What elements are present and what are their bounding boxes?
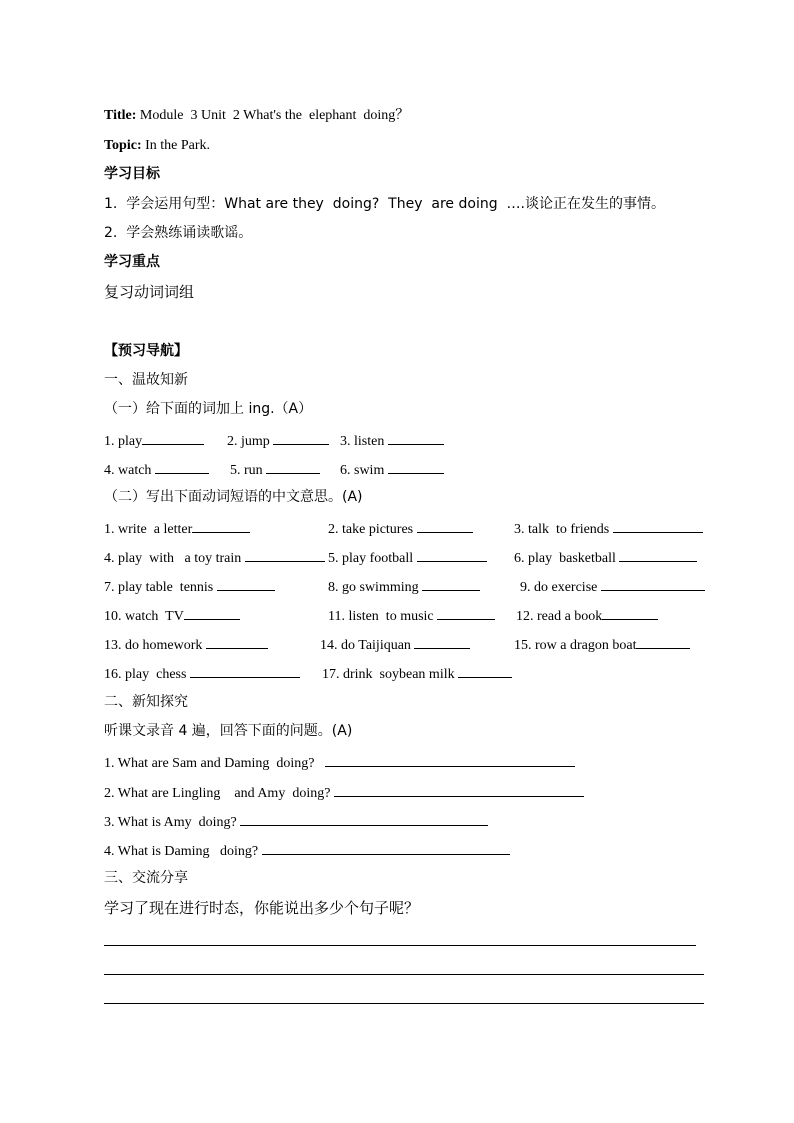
answer-blank[interactable] (325, 752, 575, 767)
answer-blank[interactable] (190, 663, 300, 678)
phrase-item: 10. watch TV (104, 605, 240, 627)
answer-blank[interactable] (613, 518, 703, 533)
answer-blank[interactable] (245, 547, 325, 562)
phrase-item: 6. play basketball (514, 547, 697, 569)
answer-blank[interactable] (636, 634, 690, 649)
answer-blank[interactable] (192, 518, 250, 533)
ing-item: 5. run (230, 459, 320, 481)
writing-line[interactable] (104, 1003, 704, 1004)
share-prompt: 学习了现在进行时态，你能说出多少个句子呢？ (104, 899, 420, 917)
answer-blank[interactable] (601, 576, 705, 591)
question-item: 2. What are Lingling and Amy doing? (104, 782, 584, 804)
question-item: 3. What is Amy doing? (104, 811, 488, 833)
answer-blank[interactable] (417, 518, 473, 533)
answer-blank[interactable] (266, 459, 320, 474)
part1-heading: 一、温故知新 (104, 372, 188, 388)
sub2-heading: （二）写出下面动词短语的中文意思。(A) (104, 489, 363, 505)
topic-line (104, 136, 210, 156)
preview-heading: 【预习导航】 (104, 343, 188, 359)
topic-text: In the Park. (141, 138, 211, 153)
phrase-item: 7. play table tennis (104, 576, 275, 598)
title-label: Title: (104, 108, 137, 123)
answer-blank[interactable] (273, 430, 329, 445)
phrase-item: 4. play with a toy train (104, 547, 325, 569)
phrase-item: 9. do exercise (520, 576, 705, 598)
question-item: 4. What is Daming doing? (104, 840, 510, 862)
phrase-item: 12. read a book (516, 605, 658, 627)
ing-item: 4. watch (104, 459, 209, 481)
title-line (104, 106, 409, 126)
answer-blank[interactable] (417, 547, 487, 562)
phrase-item: 15. row a dragon boat (514, 634, 690, 656)
answer-blank[interactable] (388, 430, 444, 445)
ing-item: 3. listen (340, 430, 444, 452)
ing-item: 2. jump (227, 430, 329, 452)
answer-blank[interactable] (422, 576, 480, 591)
phrase-item: 17. drink soybean milk (322, 663, 512, 685)
answer-blank[interactable] (217, 576, 275, 591)
answer-blank[interactable] (414, 634, 470, 649)
listen-instruction: 听课文录音 4 遍，回答下面的问题。(A) (104, 723, 353, 739)
ing-item: 1. play (104, 430, 204, 452)
answer-blank[interactable] (206, 634, 268, 649)
objective-2: 2. 学会熟练诵读歌谣。 (104, 225, 253, 241)
title-text: Module 3 Unit 2 What's the elephant doing？ (136, 108, 410, 123)
answer-blank[interactable] (458, 663, 512, 678)
answer-blank[interactable] (602, 605, 658, 620)
phrase-item: 13. do homework (104, 634, 268, 656)
topic-label: Topic: (104, 138, 142, 153)
answer-blank[interactable] (142, 430, 204, 445)
writing-line[interactable] (104, 974, 704, 975)
phrase-item: 14. do Taijiquan (320, 634, 470, 656)
focus-heading: 学习重点 (104, 254, 160, 270)
answer-blank[interactable] (619, 547, 697, 562)
answer-blank[interactable] (262, 840, 510, 855)
answer-blank[interactable] (240, 811, 488, 826)
objective-1: 1. 学会运用句型：What are they doing? They are doing ….谈论正在发生的事情。 (104, 196, 665, 212)
phrase-item: 3. talk to friends (514, 518, 703, 540)
phrase-item: 8. go swimming (328, 576, 480, 598)
phrase-item: 5. play football (328, 547, 487, 569)
answer-blank[interactable] (334, 782, 584, 797)
answer-blank[interactable] (155, 459, 209, 474)
answer-blank[interactable] (184, 605, 240, 620)
phrase-item: 16. play chess (104, 663, 300, 685)
part3-heading: 三、交流分享 (104, 870, 188, 886)
question-item: 1. What are Sam and Daming doing? (104, 752, 575, 774)
answer-blank[interactable] (388, 459, 444, 474)
ing-item: 6. swim (340, 459, 444, 481)
phrase-item: 11. listen to music (328, 605, 495, 627)
phrase-item: 2. take pictures (328, 518, 473, 540)
answer-blank[interactable] (437, 605, 495, 620)
part2-heading: 二、新知探究 (104, 694, 188, 710)
sub1-heading: （一）给下面的词加上 ing.（A） (104, 401, 313, 417)
phrase-item: 1. write a letter (104, 518, 250, 540)
focus-text: 复习动词词组 (104, 283, 195, 301)
writing-line[interactable] (104, 945, 696, 946)
objectives-heading: 学习目标 (104, 166, 160, 182)
